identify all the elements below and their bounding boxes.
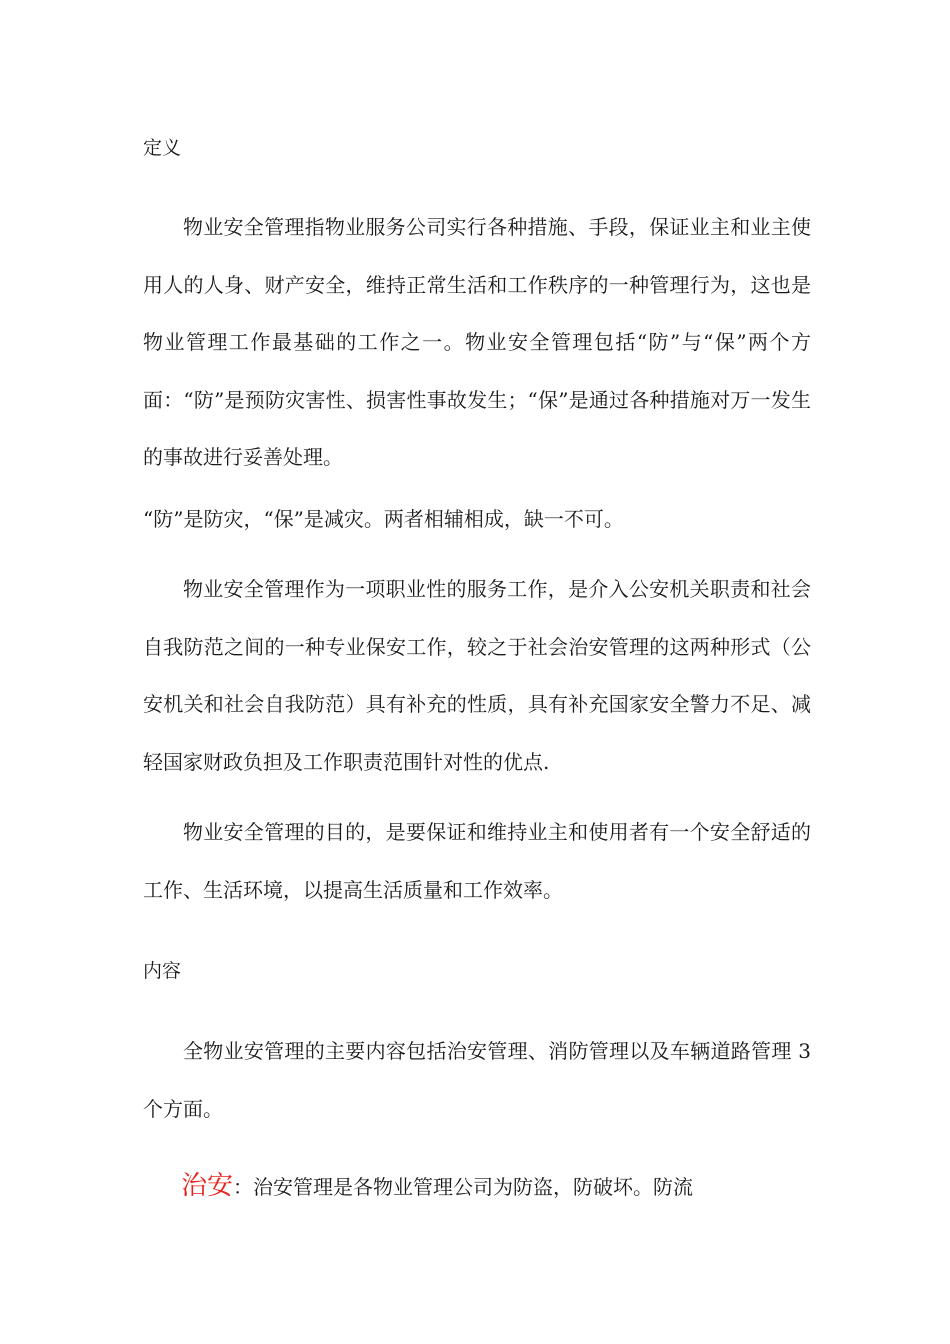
zhian-text: ：治安管理是各物业管理公司为防盗，防破坏。防流 [233,1175,694,1199]
definition-line-2: “防”是防灾，“保”是减灾。两者相辅相成，缺一不可。 [143,507,624,531]
definition-paragraph-4: 物业安全管理的目的，是要保证和维持业主和使用者有一个安全舒适的工作、生活环境，以提高生活质量和工作效率。 [143,820,811,902]
content-heading: 内容 [143,960,182,982]
zhian-term: 治安 [181,1171,234,1201]
zhian-paragraph [181,1168,693,1207]
definition-paragraph-3: 物业安全管理作为一项职业性的服务工作，是介入公安机关职责和社会自我防范之间的一种专业保安工作，较之于社会治安管理的这两种形式（公安机关和社会自我防范）具有补充的性质，具有补充国家安全警力不足、减轻国家财政负担及工作职责范围针对性的优点. [143,577,811,774]
content-paragraph-1: 全物业安管理的主要内容包括治安管理、消防管理以及车辆道路管理 3 个方面。 [143,1039,811,1121]
definition-paragraph-1: 物业安全管理指物业服务公司实行各种措施、手段，保证业主和业主使用人的人身、财产安全，维持正常生活和工作秩序的一种管理行为，这也是物业管理工作最基础的工作之一。物业安全管理包括“防”与“保”两个方面：“防”是预防灾害性、损害性事故发生；“保”是通过各种措施对万一发生的事故进行妥善处理。 [143,215,811,469]
definition-heading: 定义 [143,137,182,159]
